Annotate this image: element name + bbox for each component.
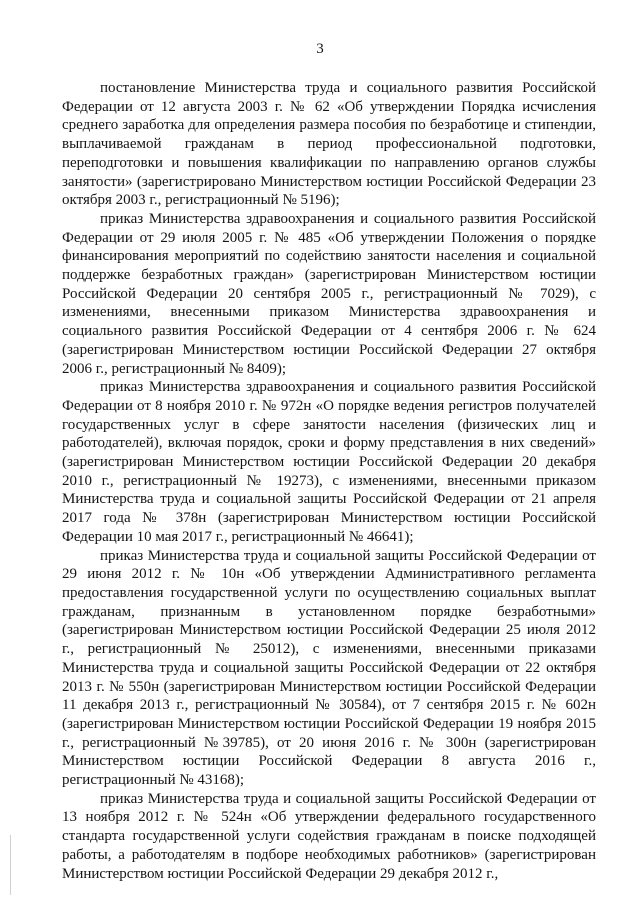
page-number: 3 bbox=[316, 41, 324, 57]
document-body bbox=[62, 79, 596, 883]
paragraph: приказ Министерства здравоохранения и социального развития Российской Федерации от 29 июля 2005 г. № 485 «Об утверждении Положения о порядке финансирования мероприятий по содействию занятости населения и социальной поддержке безработных граждан» (зарегистрирован Министерством юстиции Российской Федерации 20 сентября 2005 г., регистрационный № 7029), с изменениями, внесенными приказом Министерства здравоохранения и социального развития Российской Федерации от 4 сентября 2006 г. № 624 (зарегистрирован Министерством юстиции Российской Федерации 27 октября 2006 г., регистрационный № 8409); bbox=[62, 210, 596, 377]
paragraph: постановление Министерства труда и социального развития Российской Федерации от 12 августа 2003 г. № 62 «Об утверждении Порядка исчисления среднего заработка для определения размера пособия по безработице и стипендии, выплачиваемой гражданам в период профессиональной подготовки, переподготовки и повышения квалификации по направлению органов службы занятости» (зарегистрировано Министерством юстиции Российской Федерации 23 октября 2003 г., регистрационный № 5196); bbox=[62, 80, 596, 209]
scan-edge-line bbox=[10, 835, 11, 895]
paragraph: приказ Министерства труда и социальной защиты Российской Федерации от 13 ноября 2012 г. № 524н «Об утверждении федерального государственного стандарта государственной услуги содействия гражданам в поиске подходящей работы, а работодателям в подборе необходимых работников» (зарегистрирован Министерством юстиции Российской Федерации 29 декабря 2012 г., bbox=[62, 790, 596, 882]
paragraph: приказ Министерства здравоохранения и социального развития Российской Федерации от 8 ноября 2010 г. № 972н «О порядке ведения регистров получателей государственных услуг в сфере занятости населения (физических лиц и работодателей), включая порядок, сроки и форму представления в них сведений» (зарегистрирован Министерством юстиции Российской Федерации 20 декабря 2010 г., регистрационный № 19273), с изменениями, внесенными приказом Министерства труда и социальной защиты Российской Федерации от 21 апреля 2017 года № 378н (зарегистрирован Министерством юстиции Российской Федерации 10 мая 2017 г., регистрационный № 46641); bbox=[62, 379, 596, 545]
paragraph: приказ Министерства труда и социальной защиты Российской Федерации от 29 июня 2012 г. № 10н «Об утверждении Административного регламента предоставления государственной услуги по осуществлению социальных выплат гражданам, признанным в установленном порядке безработными» (зарегистрирован Министерством юстиции Российской Федерации 25 июля 2012 г., регистрационный № 25012), с изменениями, внесенными приказами Министерства труда и социальной защиты Российской Федерации от 22 октября 2013 г. № 550н (зарегистрирован Министерством юстиции Российской Федерации 11 декабря 2013 г., регистрационный № 30584), от 7 сентября 2015 г. № 602н (зарегистрирован Министерством юстиции Российской Федерации 19 ноября 2015 г., регистрационный №39785), от 20 июня 2016 г. № 300н (зарегистрирован Министерством юстиции Российской Федерации 8 августа 2016 г., регистрационный № 43168); bbox=[62, 547, 596, 789]
